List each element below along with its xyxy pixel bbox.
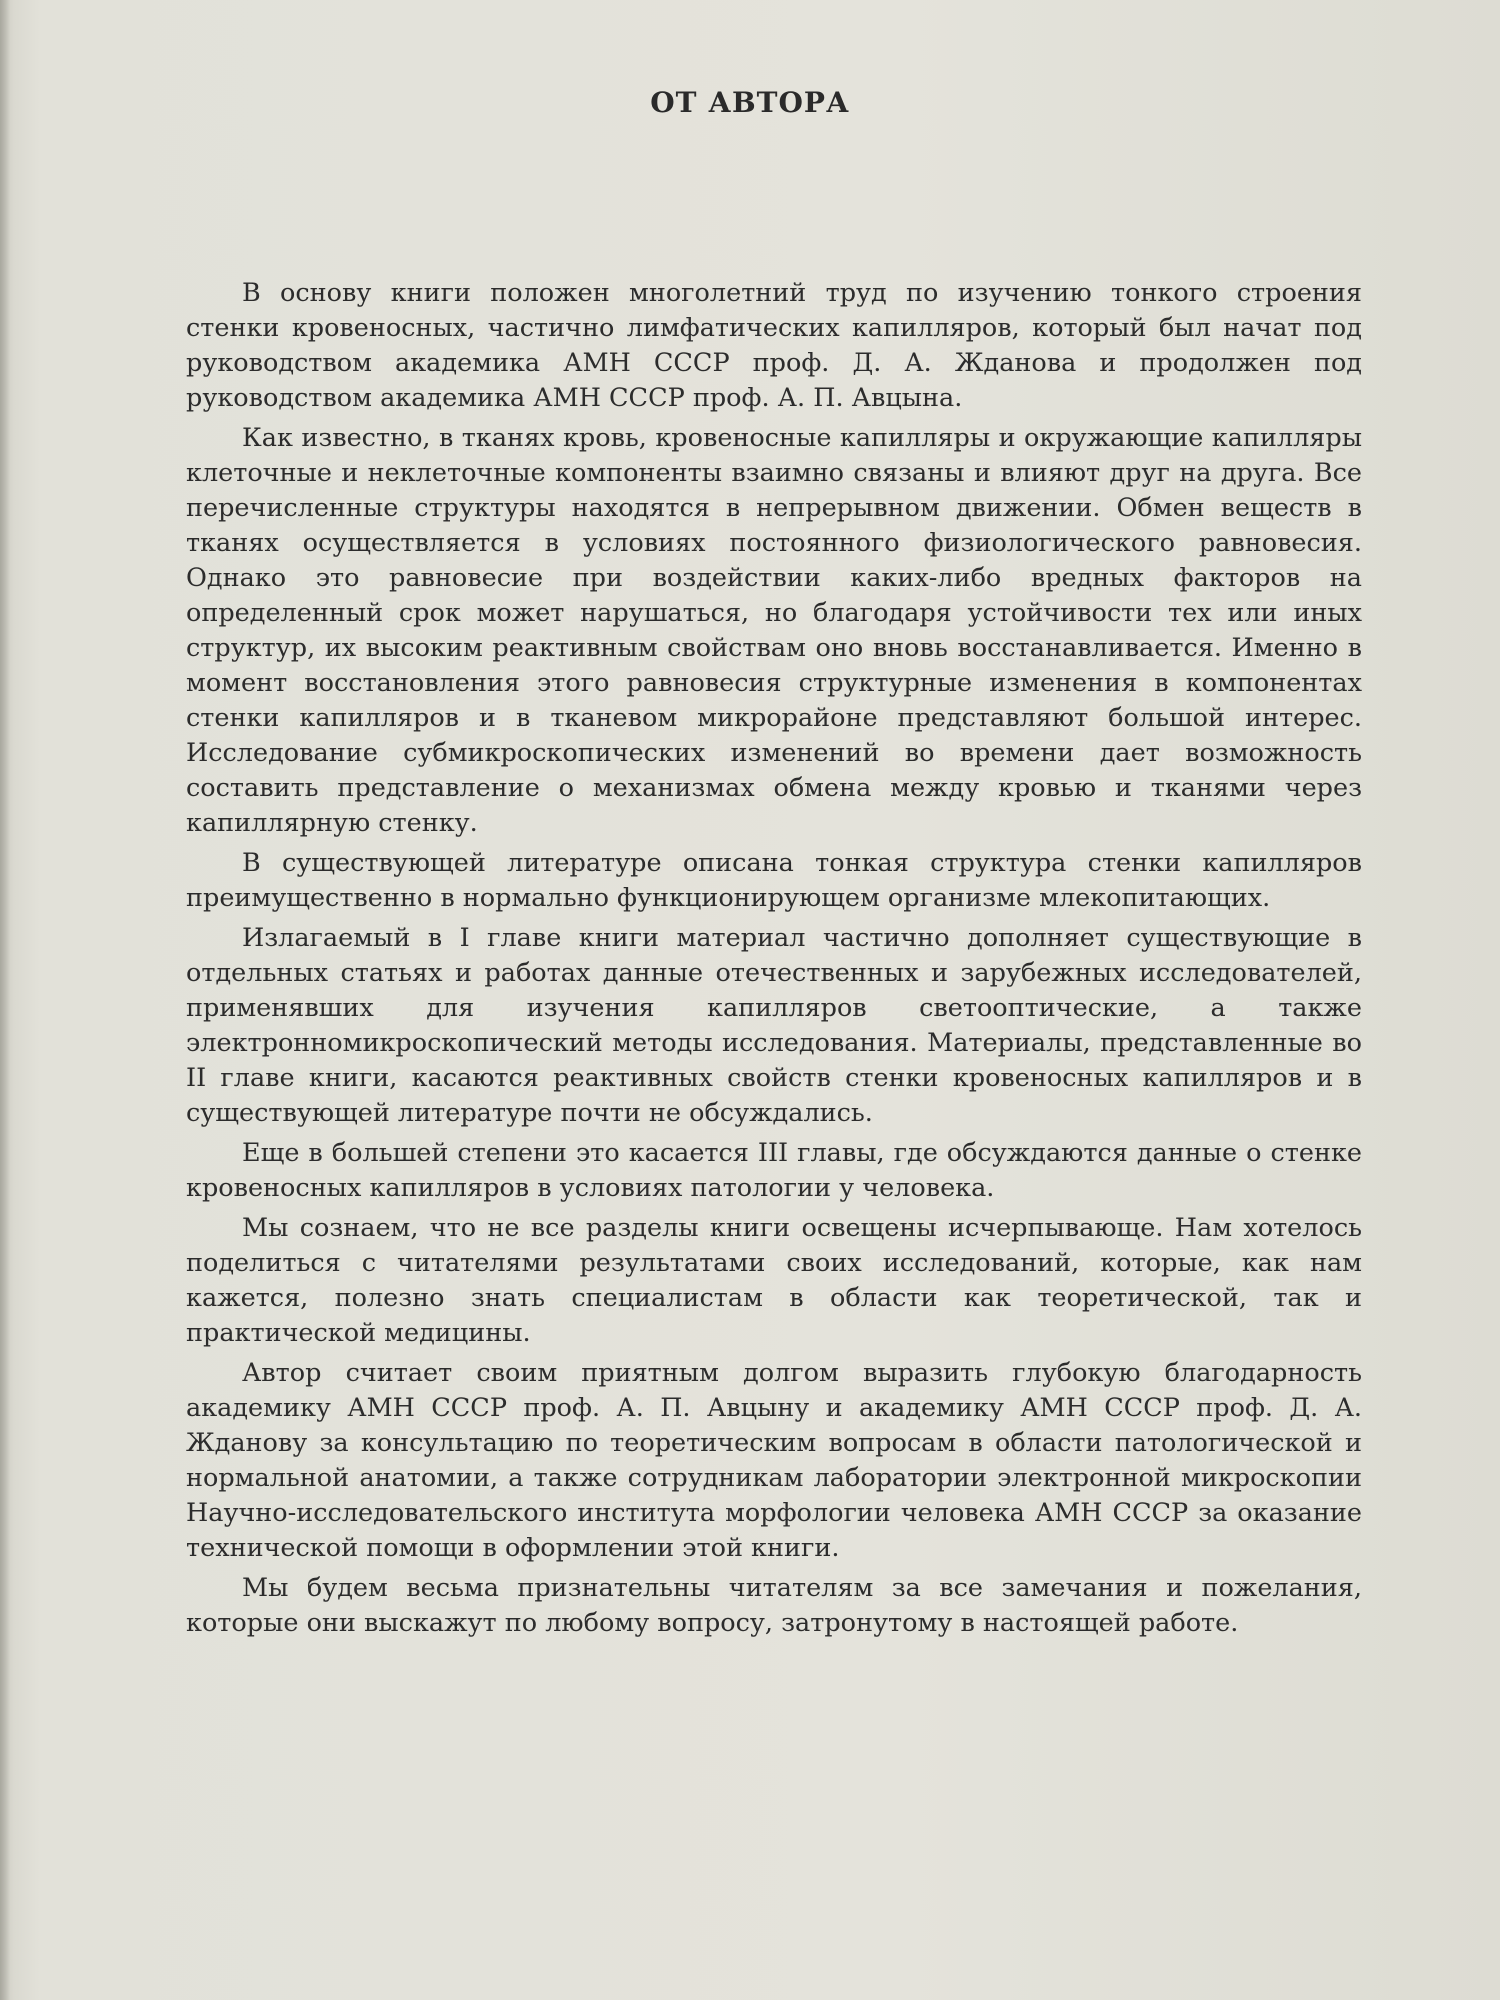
body-text <box>186 276 1362 1646</box>
paragraph: В существующей литературе описана тонкая структура стенки капилляров преимущественно в нормально функционирующем организме млекопитающих. <box>186 848 1362 913</box>
paragraph: Мы сознаем, что не все разделы книги освещены исчерпывающе. Нам хотелось поделиться с читателями результатами своих исследований, которые, как нам кажется, полезно знать специалистам в области как теоретической, так и практической медицины. <box>186 1213 1362 1348</box>
paragraph: Излагаемый в I главе книги материал частично дополняет существующие в отдельных статьях и работах данные отечественных и зарубежных исследователей, применявших для изучения капилляров светооптические, а также электронномикроскопический методы исследования. Материалы, представленные во II главе книги, касаются реактивных свойств стенки кровеносных капилляров и в существующей литературе почти не обсуждались. <box>186 923 1362 1128</box>
paragraph: Мы будем весьма признательны читателям за все замечания и пожелания, которые они выскажут по любому вопросу, затронутому в настоящей работе. <box>186 1573 1362 1638</box>
paragraph: Еще в большей степени это касается III главы, где обсуждаются данные о стенке кровеносных капилляров в условиях патологии у человека. <box>186 1138 1362 1203</box>
paragraph: В основу книги положен многолетний труд по изучению тонкого строения стенки кровеносных, частично лимфатических капилляров, который был начат под руководством академика АМН СССР проф. Д. А. Жданова и продолжен под руководством академика АМН СССР проф. А. П. Авцына. <box>186 278 1362 413</box>
paragraph: Автор считает своим приятным долгом выразить глубокую благодарность академику АМН СССР проф. А. П. Авцыну и академику АМН СССР проф. Д. А. Жданову за консультацию по теоретическим вопросам в области патологической и нормальной анатомии, а также сотрудникам лаборатории электронной микроскопии Научно-исследовательского института морфологии человека АМН СССР за оказание технической помощи в оформлении этой книги. <box>186 1358 1362 1563</box>
page-gutter-shadow <box>0 0 10 2000</box>
paragraph: Как известно, в тканях кровь, кровеносные капилляры и окружающие капилляры клеточные и неклеточные компоненты взаимно связаны и влияют друг на друга. Все перечисленные структуры находятся в непрерывном движении. Обмен веществ в тканях осуществляется в условиях постоянного физиологического равновесия. Однако это равновесие при воздействии каких-либо вредных факторов на определенный срок может нарушаться, но благодаря устойчивости тех или иных структур, их высоким реактивным свойствам оно вновь восстанавливается. Именно в момент восстановления этого равновесия структурные изменения в компонентах стенки капилляров и в тканевом микрорайоне представляют большой интерес. Исследование субмикроскопических изменений во времени дает возможность составить представление о механизмах обмена между кровью и тканями через капиллярную стенку. <box>186 423 1362 838</box>
page-title: ОТ АВТОРА <box>650 86 850 119</box>
